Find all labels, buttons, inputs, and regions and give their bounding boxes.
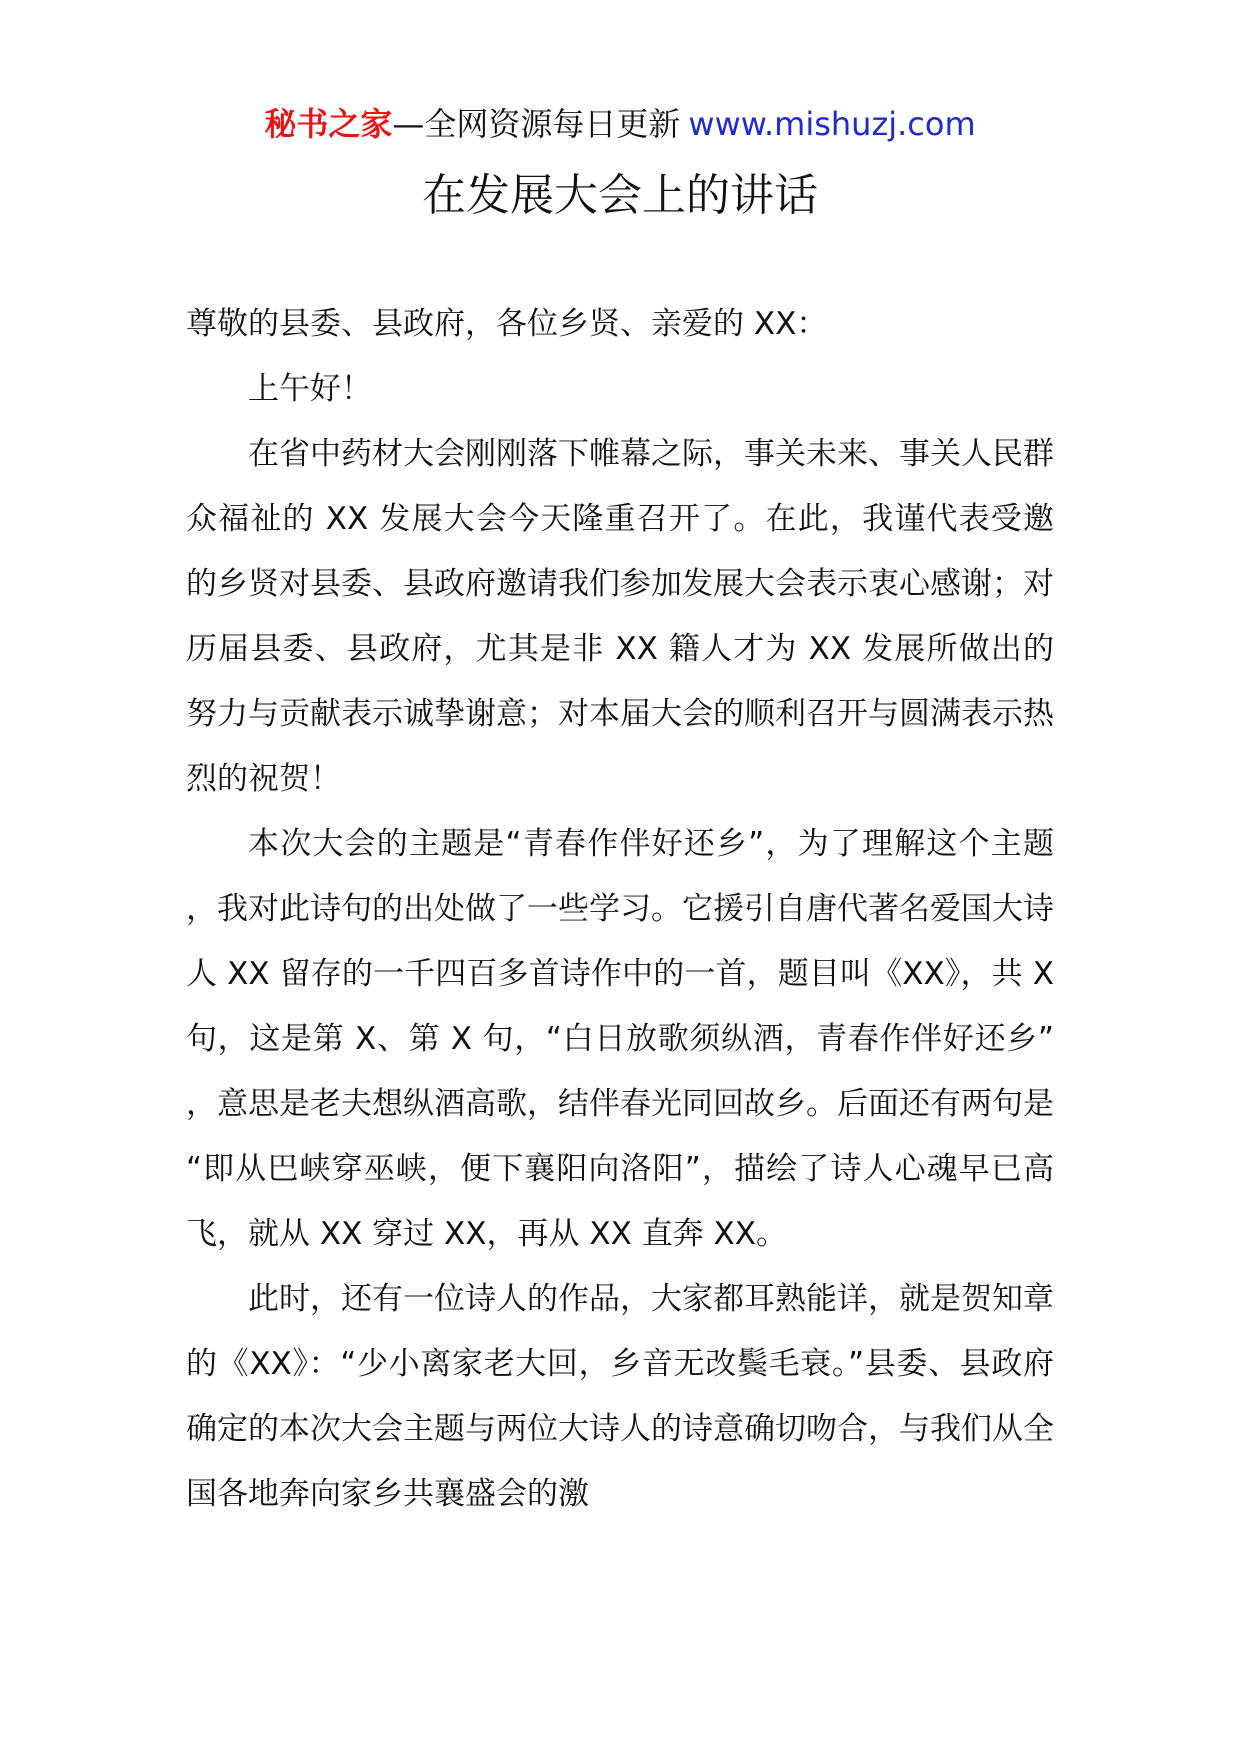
header-tagline: —全网资源每日更新 xyxy=(392,105,681,143)
site-url-link[interactable]: www.mishuzj.com xyxy=(688,105,976,143)
paragraph: 本次大会的主题是“青春作伴好还乡”，为了理解这个主题，我对此诗句的出处做了一些学习。它援引自唐代著名爱国大诗人 XX 留存的一千四百多首诗作中的一首，题目叫《XX》，共 X 句，这是第 X、第 X 句，“白日放歌须纵酒，青春作伴好还乡”，意思是老夫想纵酒高歌，结伴春光同回故乡。后面还有两句是“即从巴峡穿巫峡，便下襄阳向洛阳”，描绘了诗人心魂早已高飞，就从 XX 穿过 XX，再从 XX 直奔 XX。 xyxy=(186,826,1054,1252)
document-title: 在发展大会上的讲话 xyxy=(422,170,818,221)
salutation: 尊敬的县委、县政府，各位乡贤、亲爱的 XX： xyxy=(186,306,828,342)
site-header xyxy=(0,100,1240,148)
brand-name: 秘书之家 xyxy=(264,105,393,143)
document-body xyxy=(186,292,1054,1527)
paragraph: 此时，还有一位诗人的作品，大家都耳熟能详，就是贺知章的《XX》：“少小离家老大回，乡音无改鬓毛衰。”县委、县政府确定的本次大会主题与两位大诗人的诗意确切吻合，与我们从全国各地奔向家乡共襄盛会的激 xyxy=(186,1281,1054,1512)
paragraph: 在省中药材大会刚刚落下帷幕之际，事关未来、事关人民群众福祉的 XX 发展大会今天隆重召开了。在此，我谨代表受邀的乡贤对县委、县政府邀请我们参加发展大会表示衷心感谢；对历届县委、县政府，尤其是非 XX 籍人才为 XX 发展所做出的努力与贡献表示诚挚谢意；对本届大会的顺利召开与圆满表示热烈的祝贺！ xyxy=(186,436,1054,797)
greeting: 上午好！ xyxy=(248,371,372,407)
